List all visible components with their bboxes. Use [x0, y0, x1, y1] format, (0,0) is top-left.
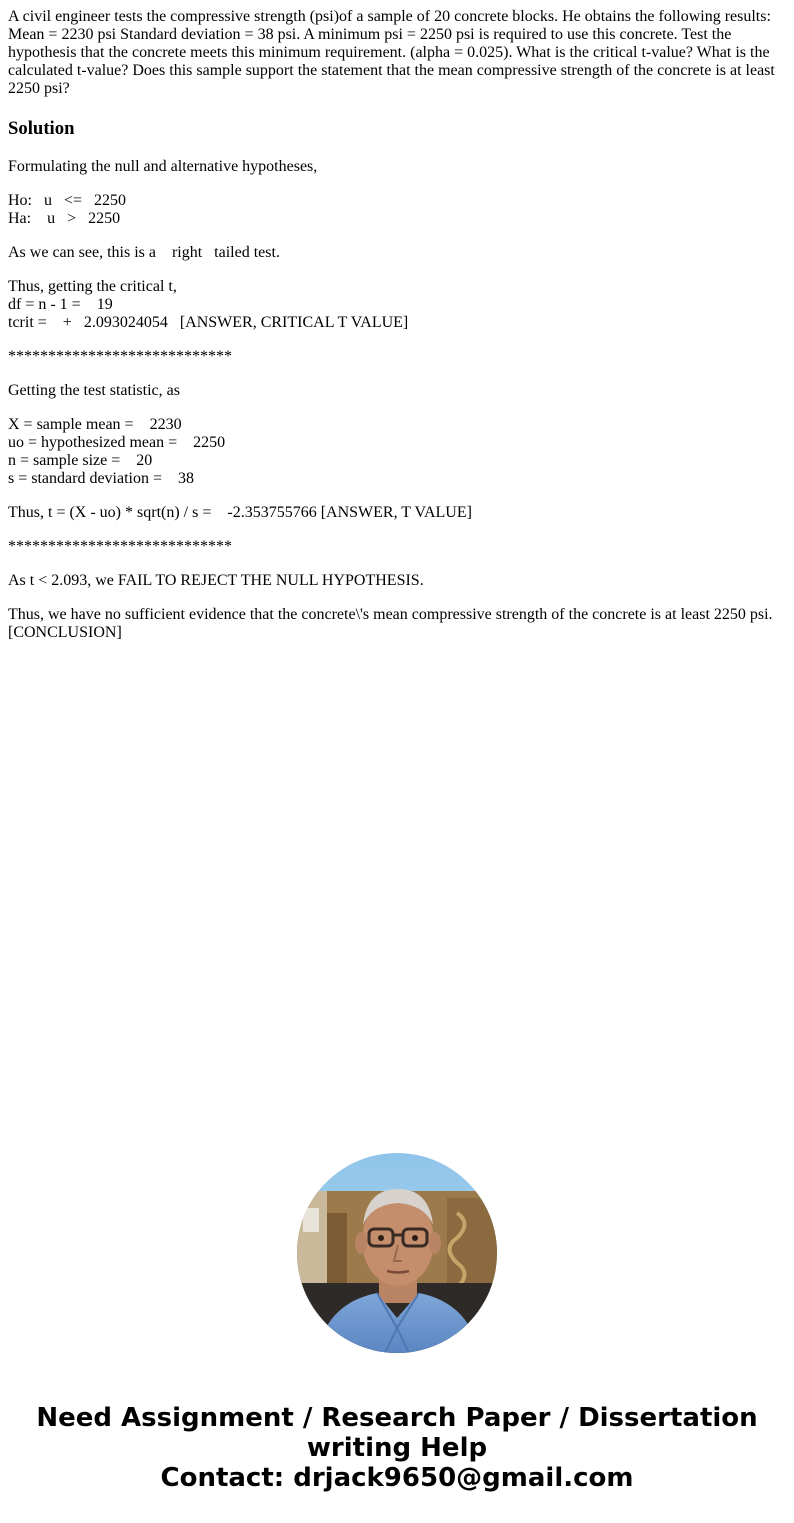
t-value: Thus, t = (X - uo) * sqrt(n) / s = -2.353755766 [ANSWER, T VALUE] — [8, 504, 472, 521]
hypotheses-block — [8, 192, 786, 228]
alt-hypothesis: Ha: u > 2250 — [8, 210, 121, 227]
parameters-block — [8, 416, 786, 488]
separator-1: **************************** — [8, 348, 232, 365]
null-hypothesis: Ho: u <= 2250 — [8, 192, 127, 209]
tail-statement: As we can see, this is a right tailed test. — [8, 244, 280, 261]
contact-banner — [0, 1403, 794, 1493]
question-text: A civil engineer tests the compressive strength (psi)of a sample of 20 concrete blocks. He obtains the following results: Mean = 2230 psi Standard deviation = 38 psi. A minimum psi = 2250 psi is required to use this concrete. Test the hypothesis that the concrete meets this minimum requirement. (alpha = 0.025). What is the critical t-value? What is the calculated t-value? Does this sample support the statement that the mean compressive strength of the concrete is at least 2250 psi? — [8, 8, 775, 97]
critical-t-value: tcrit = + 2.093024054 [ANSWER, CRITICAL T VALUE] — [8, 314, 409, 331]
conclusion: Thus, we have no sufficient evidence that the concrete\'s mean compressive strength of the concrete is at least 2250 psi. [CONCLUSION] — [8, 606, 777, 641]
decision: As t < 2.093, we FAIL TO REJECT THE NULL HYPOTHESIS. — [8, 572, 424, 589]
document-body — [8, 8, 786, 658]
author-avatar — [297, 1153, 497, 1353]
solution-heading: Solution — [8, 118, 75, 139]
degrees-of-freedom: df = n - 1 = 19 — [8, 296, 113, 313]
sample-mean: X = sample mean = 2230 — [8, 416, 182, 433]
separator-2: **************************** — [8, 538, 232, 555]
author-portrait-image — [297, 1153, 497, 1353]
solution-body — [8, 158, 786, 642]
sample-size: n = sample size = 20 — [8, 452, 153, 469]
hypothesized-mean: uo = hypothesized mean = 2250 — [8, 434, 226, 451]
critical-block — [8, 278, 786, 332]
critical-intro: Thus, getting the critical t, — [8, 278, 177, 295]
standard-deviation: s = standard deviation = 38 — [8, 470, 195, 487]
test-stat-intro: Getting the test statistic, as — [8, 382, 180, 399]
banner-contact: Contact: drjack9650@gmail.com — [160, 1463, 634, 1493]
hypotheses-intro: Formulating the null and alternative hypotheses, — [8, 158, 318, 175]
banner-line-2: writing Help — [306, 1433, 488, 1463]
banner-line-1: Need Assignment / Research Paper / Dissertation — [36, 1403, 758, 1433]
